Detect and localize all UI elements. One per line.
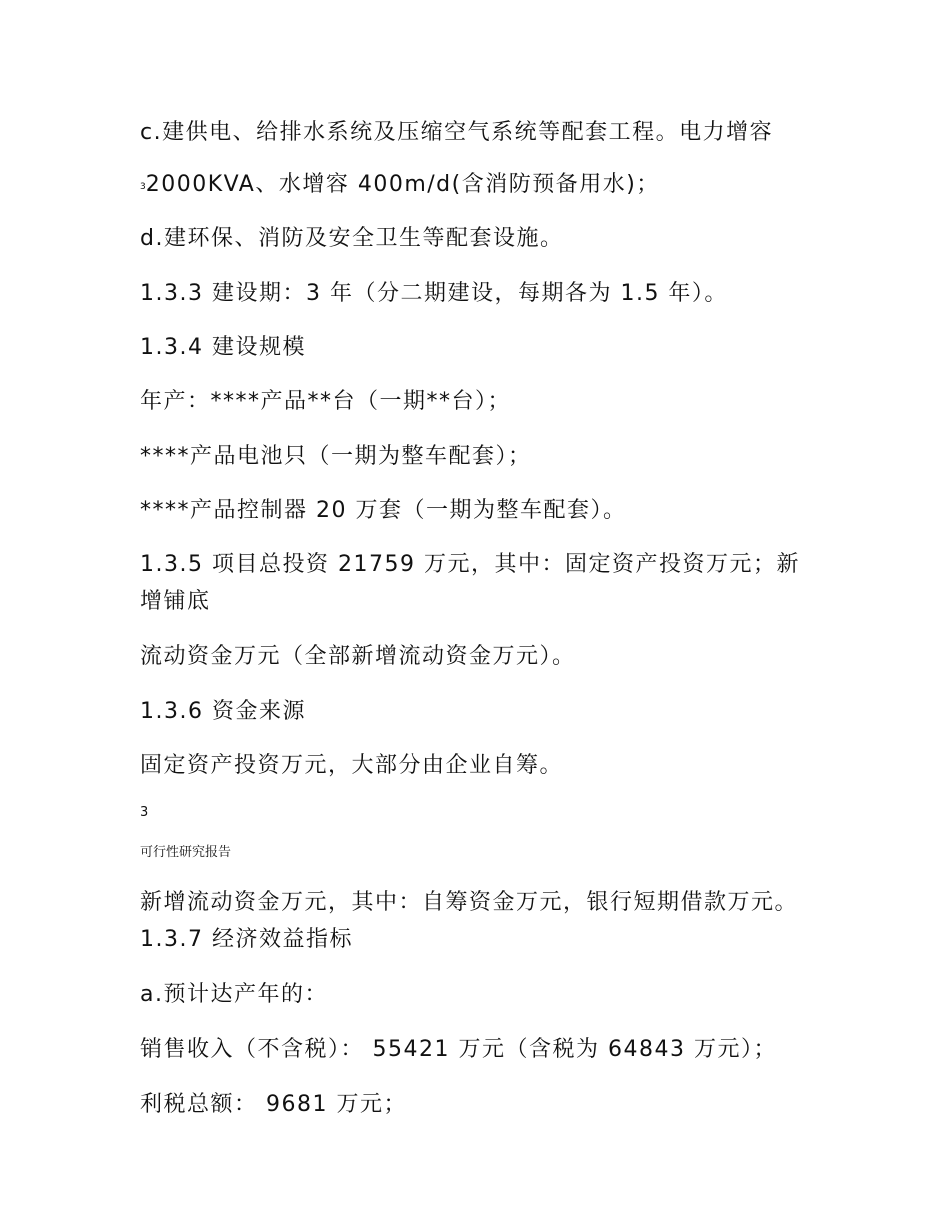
text-line — [140, 174, 660, 196]
text-line: 增铺底 — [140, 589, 211, 614]
section-heading: 1.3.4 建设规模 — [140, 335, 306, 360]
text-line: 年产：****产品**台（一期**台）； — [140, 389, 512, 414]
text-line: 固定资产投资万元，大部分由企业自筹。 — [140, 753, 564, 778]
text-line-content: 2000KVA、水增容 400m/d(含消防预备用水)； — [145, 172, 660, 197]
page-number: 3 — [140, 805, 149, 820]
text-line: ****产品电池只（一期为整车配套）； — [140, 444, 532, 469]
text-line: 利税总额： 9681 万元； — [140, 1092, 407, 1117]
text-line: a.预计达产年的： — [140, 982, 328, 1007]
text-line: ****产品控制器 20 万套（一期为整车配套）。 — [140, 498, 627, 523]
text-line: 流动资金万元（全部新增流动资金万元）。 — [140, 644, 576, 669]
section-heading: 1.3.6 资金来源 — [140, 699, 306, 724]
text-line: c.建供电、给排水系统及压缩空气系统等配套工程。电力增容 — [140, 120, 774, 145]
section-heading: 1.3.7 经济效益指标 — [140, 927, 353, 952]
text-line: d.建环保、消防及安全卫生等配套设施。 — [140, 226, 564, 251]
superscript: 3 — [140, 182, 146, 192]
text-line: 销售收入（不含税）： 55421 万元（含税为 64843 万元）； — [140, 1037, 777, 1062]
text-line: 新增流动资金万元，其中：自筹资金万元，银行短期借款万元。 — [140, 890, 799, 915]
text-line: 1.3.5 项目总投资 21759 万元，其中：固定资产投资万元；新 — [140, 552, 800, 577]
header-title: 可行性研究报告 — [140, 845, 232, 860]
text-line: 1.3.3 建设期：3 年（分二期建设，每期各为 1.5 年）。 — [140, 281, 728, 306]
